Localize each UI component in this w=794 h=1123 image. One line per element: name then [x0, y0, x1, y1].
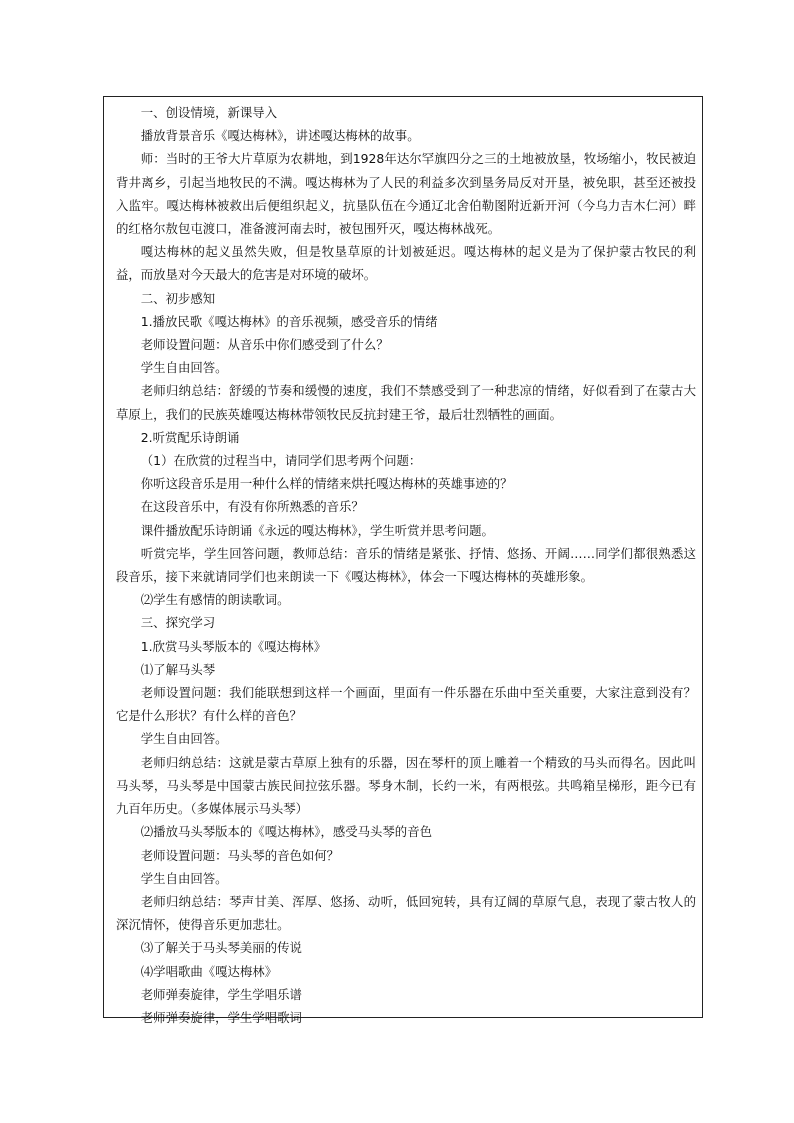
paragraph: 你听这段音乐是用一种什么样的情绪来烘托嘎达梅林的英雄事迹的？: [140, 476, 513, 492]
paragraph: 师：当时的王爷大片草原为农耕地，到1928年达尔罕旗四分之三的土地被放垦，牧场缩小，牧民被迫背井离乡，引起当地牧民的不满。嘎达梅林为了人民的利益多次到垦务局反对开垦，被免职，甚至还被投入监牢。嘎达梅林被救出后便组织起义，抗垦队伍在今通辽北舍伯勒图附近新开河（今乌力吉木仁河）畔的红格尔敖包屯渡口，准备渡河南去时，被包围歼灭，嘎达梅林战死。: [116, 151, 696, 237]
paragraph: 老师设置问题：从音乐中你们感受到了什么？: [140, 337, 389, 353]
lesson-content: [116, 101, 696, 1029]
paragraph: 学生自由回答。: [140, 731, 228, 747]
section-heading-1: 一、创设情境，新课导入: [140, 105, 278, 120]
paragraph: ⑶了解关于马头琴美丽的传说: [140, 940, 302, 956]
paragraph: 课件播放配乐诗朗诵《永远的嘎达梅林》，学生听赏并思考问题。: [140, 522, 494, 538]
paragraph: ⑵播放马头琴版本的《嘎达梅林》，感受马头琴的音色: [140, 824, 432, 840]
paragraph: 播放背景音乐《嘎达梅林》，讲述嘎达梅林的故事。: [140, 128, 420, 144]
paragraph: 老师归纳总结：这就是蒙古草原上独有的乐器，因在琴杆的顶上雕着一个精致的马头而得名。因此叫马头琴，马头琴是中国蒙古族民间拉弦乐器。琴身木制，长约一米，有两根弦。共鸣箱呈梯形，距今已有九百年历史。（多媒体展示马头琴）: [116, 754, 696, 817]
paragraph: 老师弹奏旋律，学生学唱歌词: [140, 1009, 302, 1025]
paragraph: （1）在欣赏的过程当中，请同学们思考两个问题：: [140, 453, 422, 469]
paragraph: 老师归纳总结：琴声甘美、浑厚、悠扬、动听，低回宛转，具有辽阔的草原气息，表现了蒙古牧人的深沉情怀，使得音乐更加悲壮。: [116, 893, 696, 933]
lesson-table-cell: [103, 96, 703, 1025]
paragraph: 老师设置问题：我们能联想到这样一个画面，里面有一件乐器在乐曲中至关重要，大家注意到没有？它是什么形状？有什么样的音色？: [116, 685, 696, 724]
paragraph: 在这段音乐中，有没有你所熟悉的音乐？: [140, 499, 364, 515]
paragraph: 2.听赏配乐诗朗诵: [140, 429, 240, 445]
paragraph: ⑵学生有感情的朗读歌词。: [140, 592, 290, 608]
paragraph: 学生自由回答。: [140, 870, 228, 886]
paragraph: ⑴了解马头琴: [140, 661, 216, 677]
paragraph: 老师设置问题：马头琴的音色如何？: [140, 847, 340, 863]
paragraph: 老师归纳总结：舒缓的节奏和缓慢的速度，我们不禁感受到了一种悲凉的情绪，好似看到了在蒙古大草原上，我们的民族英雄嘎达梅林带领牧民反抗封建王爷，最后壮烈牺牲的画面。: [116, 383, 696, 422]
paragraph: ⑷学唱歌曲《嘎达梅林》: [140, 963, 278, 979]
paragraph: 听赏完毕，学生回答问题，教师总结：音乐的情绪是紧张、抒情、悠扬、开阔……同学们都很熟悉这段音乐，接下来就请同学们也来朗读一下《嘎达梅林》，体会一下嘎达梅林的英雄形象。: [116, 545, 696, 585]
paragraph: 老师弹奏旋律，学生学唱乐谱: [140, 986, 302, 1002]
paragraph: 1.播放民歌《嘎达梅林》的音乐视频，感受音乐的情绪: [140, 313, 438, 329]
paragraph: 学生自由回答。: [140, 360, 228, 376]
section-heading-2: 二、初步感知: [140, 290, 216, 306]
section-heading-3: 三、探究学习: [140, 615, 216, 631]
paragraph: 嘎达梅林的起义虽然失败，但是牧垦草原的计划被延迟。嘎达梅林的起义是为了保护蒙古牧民的利益，而放垦对今天最大的危害是对环境的破坏。: [116, 244, 696, 283]
paragraph: 1.欣赏马头琴版本的《嘎达梅林》: [140, 638, 327, 654]
